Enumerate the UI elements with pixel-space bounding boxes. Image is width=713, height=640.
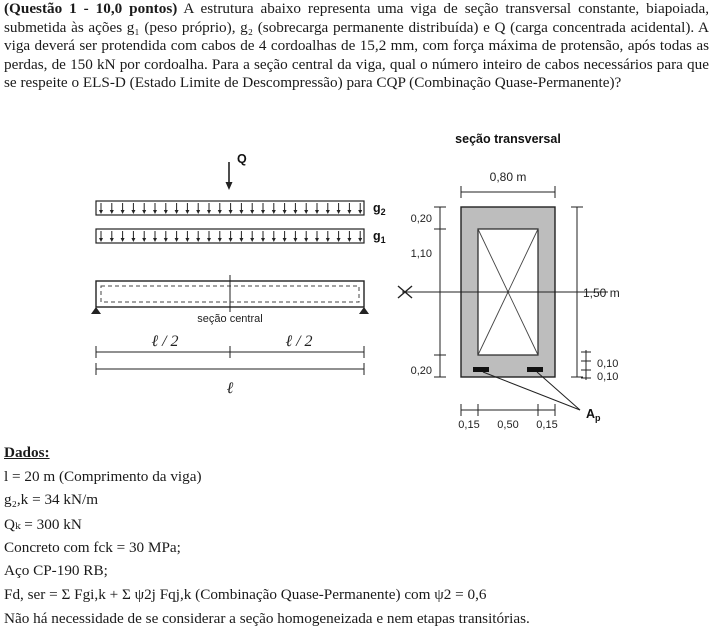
load-arrowhead: [175, 238, 179, 242]
load-arrowhead: [293, 238, 297, 242]
data-line-g2: g₂,k = 34 kN/m: [4, 491, 99, 508]
tendon-left: [473, 367, 489, 372]
load-arrowhead: [110, 238, 114, 242]
load-arrowhead: [250, 210, 254, 214]
load-arrowhead: [164, 210, 168, 214]
data-line-q: Qₖ = 300 kN: [4, 516, 82, 533]
load-arrowhead: [347, 238, 351, 242]
g1-load-arrows: [99, 231, 362, 242]
load-arrowhead: [185, 238, 189, 242]
load-arrowhead: [283, 238, 287, 242]
data-line-combination: Fd, ser = Σ Fgi,k + Σ ψ2j Fqj,k (Combinação Quase-Permanente) com ψ2 = 0,6: [4, 586, 487, 603]
half-span-left-label: ℓ / 2: [151, 333, 179, 350]
load-arrowhead: [337, 210, 341, 214]
load-arrowhead: [315, 238, 319, 242]
load-arrowhead: [207, 238, 211, 242]
load-arrowhead: [131, 210, 135, 214]
bottom-flange-label: 0,20: [410, 365, 432, 377]
load-arrowhead: [207, 210, 211, 214]
q-load-label: Q: [237, 152, 247, 166]
bottom-left-label: 0,15: [458, 419, 480, 431]
data-title: Dados:: [4, 444, 50, 461]
load-arrowhead: [218, 238, 222, 242]
cross-section: [398, 132, 620, 431]
load-arrowhead: [99, 210, 103, 214]
load-arrowhead: [229, 238, 233, 242]
load-arrowhead: [239, 238, 243, 242]
g2-load-arrows: [99, 203, 362, 214]
bottom-mid-label: 0,50: [497, 419, 519, 431]
load-arrowhead: [358, 238, 362, 242]
left-support: [91, 307, 101, 314]
g1-load-label: $g_1$: [373, 229, 386, 245]
center-section-label: seção central: [197, 313, 263, 325]
load-arrowhead: [326, 238, 330, 242]
load-arrowhead: [250, 238, 254, 242]
load-arrowhead: [131, 238, 135, 242]
load-arrowhead: [304, 210, 308, 214]
beam-diagram: [91, 152, 386, 397]
tendon-area-label: $A_p$: [586, 407, 601, 423]
load-arrowhead: [293, 210, 297, 214]
question-body: A estrutura abaixo representa uma viga de seção transversal constante, biapoiada, submetida às ações g₁ (peso próprio), g₂ (sobrecarga permanente distribuída) e Q (carga concentrada acidental). A viga deverá ser protendida com cabos de 4 cordoalhas de 15,2 mm, com força máxima de protensão, após todas as perdas, de 150 kN por cordoalha. Para a seção central da viga, qual o número inteiro de cabos necessários para que se respeite o ELS-D (Estado Limite de Descompressão) para CQP (Combinação Quase-Permanente)?: [4, 0, 709, 92]
g2-load-box: [96, 201, 364, 215]
q-load-arrowhead: [226, 182, 233, 190]
load-arrowhead: [110, 210, 114, 214]
load-arrowhead: [229, 210, 233, 214]
load-arrowhead: [218, 210, 222, 214]
half-span-right-label: ℓ / 2: [285, 333, 313, 350]
load-arrowhead: [304, 238, 308, 242]
section-width-label: 0,80 m: [489, 170, 527, 184]
section-title: seção transversal: [455, 132, 561, 146]
g1-load-box: [96, 229, 364, 243]
span-label: ℓ: [226, 380, 234, 397]
load-arrowhead: [272, 210, 276, 214]
top-flange-label: 0,20: [410, 213, 432, 225]
web-height-label: 1,10: [410, 248, 432, 260]
data-line-steel: Aço CP-190 RB;: [4, 562, 108, 579]
load-arrowhead: [164, 238, 168, 242]
load-arrowhead: [153, 210, 157, 214]
load-arrowhead: [358, 210, 362, 214]
data-line-length: l = 20 m (Comprimento da viga): [4, 468, 202, 485]
load-arrowhead: [283, 210, 287, 214]
data-line-note: Não há necessidade de se considerar a seção homogeneizada e nem etapas transitórias.: [4, 610, 530, 627]
load-arrowhead: [272, 238, 276, 242]
load-arrowhead: [121, 238, 125, 242]
question-heading: (Questão 1 - 10,0 pontos): [4, 0, 178, 17]
load-arrowhead: [196, 210, 200, 214]
load-arrowhead: [99, 238, 103, 242]
load-arrowhead: [185, 210, 189, 214]
load-arrowhead: [315, 210, 319, 214]
load-arrowhead: [347, 210, 351, 214]
load-arrowhead: [239, 210, 243, 214]
load-arrowhead: [153, 238, 157, 242]
data-line-concrete: Concreto com fck = 30 MPa;: [4, 539, 181, 556]
load-arrowhead: [326, 210, 330, 214]
cover-1-label: 0,10: [597, 358, 619, 370]
tendon-right: [527, 367, 543, 372]
load-arrowhead: [261, 238, 265, 242]
section-height-label: 1,50 m: [583, 286, 620, 300]
right-support: [359, 307, 369, 314]
load-arrowhead: [337, 238, 341, 242]
g2-load-label: $g_2$: [373, 201, 386, 217]
cover-2-label: 0,10: [597, 371, 619, 383]
load-arrowhead: [175, 210, 179, 214]
bottom-right-label: 0,15: [536, 419, 558, 431]
load-arrowhead: [261, 210, 265, 214]
load-arrowhead: [196, 238, 200, 242]
load-arrowhead: [142, 210, 146, 214]
load-arrowhead: [142, 238, 146, 242]
load-arrowhead: [121, 210, 125, 214]
